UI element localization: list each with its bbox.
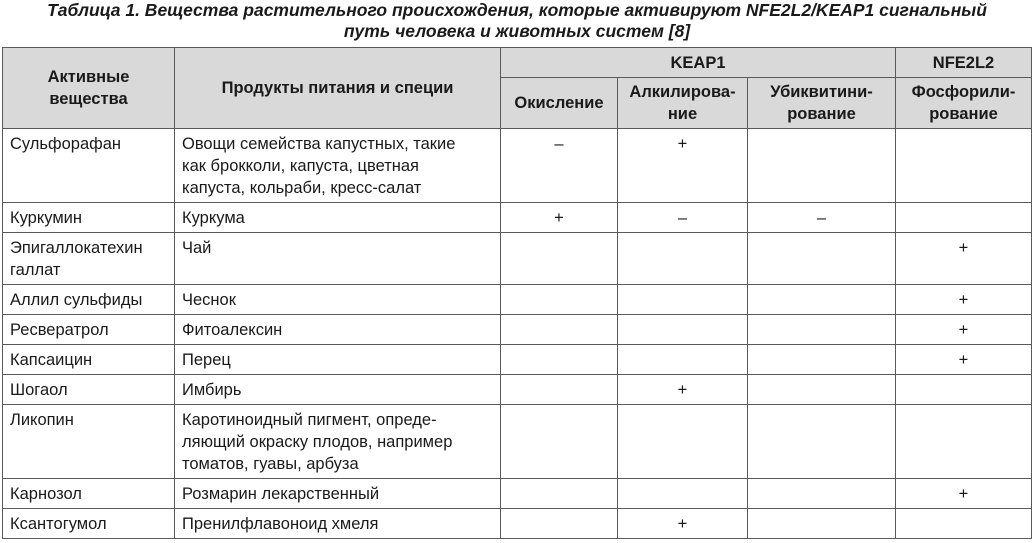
header-phosphorylation: Фосфорили- рование [896, 78, 1032, 129]
table-row [3, 233, 1032, 285]
substance-text-line: Ресвератрол [10, 321, 109, 339]
product-text-line: Овощи семейства капустных, такие [182, 135, 456, 153]
cell-phosphorylation: + [896, 315, 1032, 345]
cell-ubiquitination [748, 129, 896, 203]
cell-ubiquitination [748, 315, 896, 345]
cell-phosphorylation [896, 203, 1032, 233]
substance-text-line: Шогаол [10, 381, 68, 399]
table-body [3, 129, 1032, 539]
table-row [3, 315, 1032, 345]
header-active-substances: Активные вещества [3, 48, 175, 129]
cell-active-substance [3, 345, 175, 375]
cell-phosphorylation: + [896, 479, 1032, 509]
product-text-line: как брокколи, капуста, цветная [182, 157, 419, 175]
cell-active-substance [3, 129, 175, 203]
cell-oxidation [501, 509, 618, 539]
cell-oxidation: + [501, 203, 618, 233]
header-alkylation: Алкилирова- ние [618, 78, 748, 129]
substance-text-line: Эпигаллокатехин [10, 239, 143, 257]
cell-ubiquitination [748, 479, 896, 509]
cell-alkylation: + [618, 129, 748, 203]
substance-text-line: Сульфорафан [10, 135, 121, 153]
product-text-line: Перец [182, 351, 231, 369]
cell-ubiquitination [748, 375, 896, 405]
cell-alkylation [618, 233, 748, 285]
caption-line-1: Таблица 1. Вещества растительного происхождения, которые активируют NFE2L2/KEAP1 сигнальный [47, 0, 987, 20]
cell-food-product [175, 345, 501, 375]
product-text-line: Каротиноидный пигмент, опреде- [182, 411, 437, 429]
table-row [3, 129, 1032, 203]
substance-text-line: Аллил сульфиды [10, 291, 143, 309]
cell-food-product [175, 233, 501, 285]
substance-text-line: Карнозол [10, 485, 82, 503]
table-row [3, 375, 1032, 405]
substance-text-line: Ликопин [10, 411, 74, 429]
cell-oxidation [501, 345, 618, 375]
substance-text-line: Капсаицин [10, 351, 93, 369]
cell-alkylation: + [618, 375, 748, 405]
cell-active-substance [3, 285, 175, 315]
product-text-line: Пренилфлавоноид хмеля [182, 515, 379, 533]
cell-active-substance [3, 203, 175, 233]
cell-oxidation [501, 233, 618, 285]
cell-oxidation [501, 315, 618, 345]
table-row [3, 479, 1032, 509]
substances-table [2, 47, 1032, 539]
header-group-keap1: KEAP1 [501, 48, 896, 78]
product-text-line: капуста, кольраби, кресс-салат [182, 179, 422, 197]
cell-active-substance [3, 233, 175, 285]
table-header [3, 48, 1032, 129]
cell-phosphorylation [896, 375, 1032, 405]
table-caption [0, 0, 1034, 42]
cell-phosphorylation: + [896, 345, 1032, 375]
cell-alkylation [618, 479, 748, 509]
cell-oxidation: – [501, 129, 618, 203]
cell-oxidation [501, 479, 618, 509]
cell-alkylation [618, 405, 748, 479]
cell-food-product [175, 315, 501, 345]
product-text-line: Чай [182, 239, 212, 257]
cell-active-substance [3, 405, 175, 479]
cell-oxidation [501, 375, 618, 405]
cell-oxidation [501, 405, 618, 479]
cell-food-product [175, 285, 501, 315]
cell-alkylation [618, 285, 748, 315]
cell-alkylation [618, 315, 748, 345]
cell-ubiquitination [748, 285, 896, 315]
cell-ubiquitination [748, 345, 896, 375]
cell-ubiquitination [748, 509, 896, 539]
header-food-products: Продукты питания и специи [175, 48, 501, 129]
header-group-nfe2l2: NFE2L2 [896, 48, 1032, 78]
cell-phosphorylation: + [896, 285, 1032, 315]
cell-ubiquitination [748, 233, 896, 285]
cell-phosphorylation: + [896, 233, 1032, 285]
cell-active-substance [3, 509, 175, 539]
cell-alkylation [618, 345, 748, 375]
cell-food-product [175, 375, 501, 405]
cell-food-product [175, 203, 501, 233]
substance-text-line: Ксантогумол [10, 515, 107, 533]
caption-line-2: путь человека и животных систем [8] [343, 21, 691, 41]
header-ubiquitination: Убиквитини- рование [748, 78, 896, 129]
product-text-line: Чеснок [182, 291, 236, 309]
cell-food-product [175, 509, 501, 539]
cell-ubiquitination: – [748, 203, 896, 233]
substance-text-line: Куркумин [10, 209, 82, 227]
product-text-line: томатов, гуавы, арбуза [182, 455, 359, 473]
cell-food-product [175, 129, 501, 203]
product-text-line: ляющий окраску плодов, например [182, 433, 453, 451]
table-row [3, 509, 1032, 539]
product-text-line: Фитоалексин [182, 321, 283, 339]
product-text-line: Розмарин лекарственный [182, 485, 380, 503]
cell-phosphorylation [896, 405, 1032, 479]
cell-phosphorylation [896, 509, 1032, 539]
cell-alkylation: – [618, 203, 748, 233]
cell-alkylation: + [618, 509, 748, 539]
table-row [3, 345, 1032, 375]
cell-ubiquitination [748, 405, 896, 479]
cell-food-product [175, 405, 501, 479]
cell-food-product [175, 479, 501, 509]
header-oxidation: Окисление [501, 78, 618, 129]
product-text-line: Имбирь [182, 381, 242, 399]
cell-oxidation [501, 285, 618, 315]
substance-text-line: галлат [10, 261, 61, 279]
table-row [3, 285, 1032, 315]
cell-phosphorylation [896, 129, 1032, 203]
product-text-line: Куркума [182, 209, 245, 227]
cell-active-substance [3, 315, 175, 345]
cell-active-substance [3, 375, 175, 405]
cell-active-substance [3, 479, 175, 509]
table-row [3, 203, 1032, 233]
table-row [3, 405, 1032, 479]
